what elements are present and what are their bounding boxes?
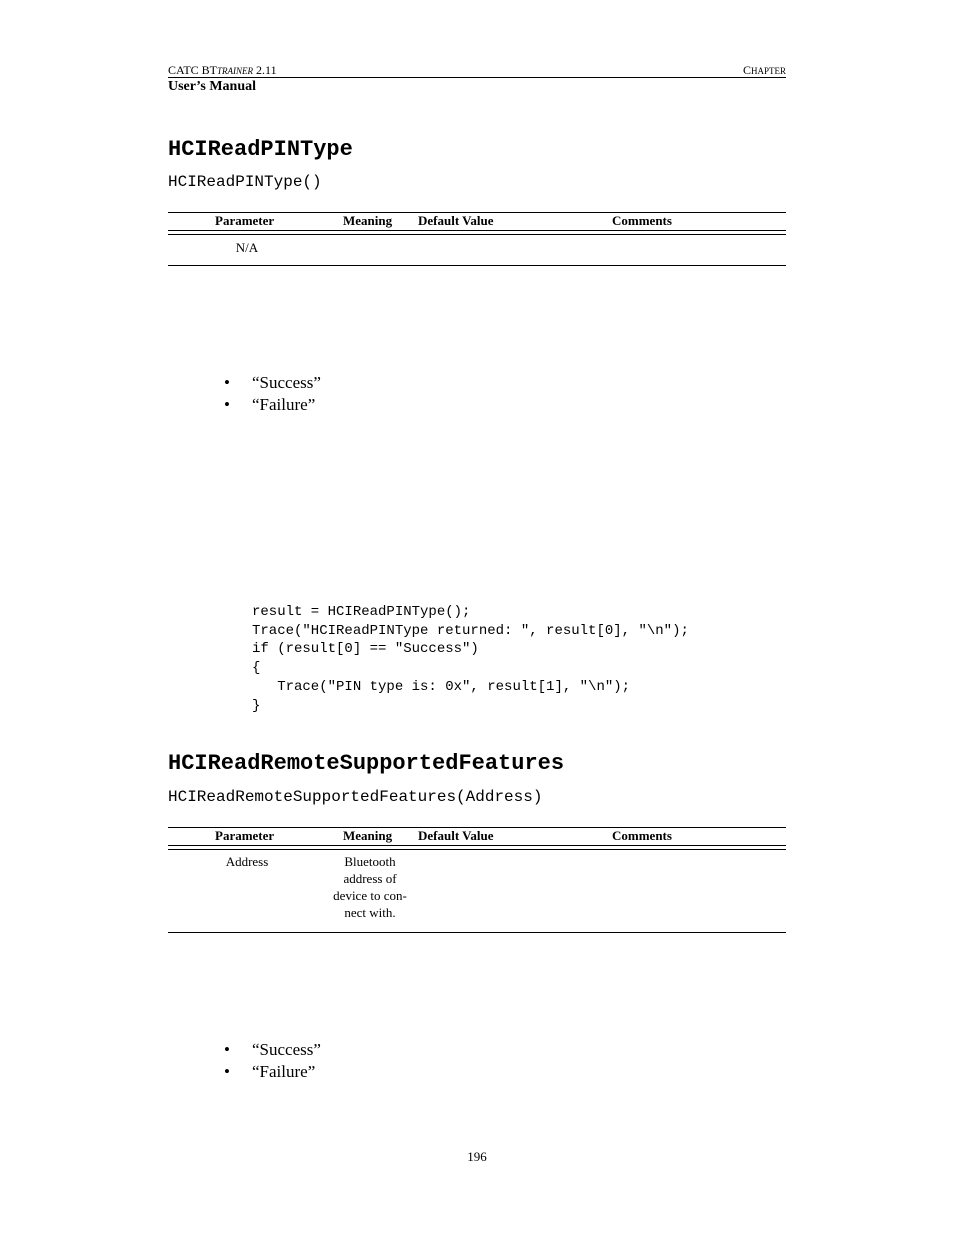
code-example: result = HCIReadPINType(); Trace("HCIReadPINType returned: ", result[0], "\n"); if (result[0] == "Success") { Trace("PIN type is: 0x", result[1], "\n"); }: [252, 604, 689, 714]
list-item: • “Success”: [224, 1040, 321, 1059]
running-header-left: [168, 63, 277, 78]
table-header-parameter: Parameter: [215, 828, 275, 843]
table-header-default: Default Value: [418, 828, 494, 843]
header-product-smallcaps: TRAINER: [217, 66, 254, 76]
header-product: CATC BT: [168, 63, 218, 77]
header-rule: [168, 77, 786, 78]
page-number: 196: [467, 1149, 487, 1164]
table-header-comments: Comments: [612, 213, 672, 228]
function-signature: HCIReadRemoteSupportedFeatures(Address): [168, 788, 543, 806]
table-header-meaning: Meaning: [343, 828, 393, 843]
header-chapter-initial: C: [742, 63, 751, 77]
table-rule-bottom: [168, 932, 786, 933]
parameter-table: [168, 212, 786, 266]
table-header-meaning: Meaning: [343, 213, 393, 228]
table-rule-double-2: [168, 849, 786, 850]
table-cell-parameter: N/A: [235, 240, 259, 255]
table-rule-bottom: [168, 265, 786, 266]
section-title: HCIReadRemoteSupportedFeatures: [168, 751, 565, 776]
table-cell-meaning: Bluetooth address of device to con- nect with.: [333, 854, 407, 920]
return-values-list: [224, 1039, 321, 1083]
list-item: • “Failure”: [224, 395, 316, 414]
list-item: • “Success”: [224, 373, 321, 392]
table-header-comments: Comments: [612, 828, 672, 843]
return-values-list: [224, 372, 321, 416]
list-item: • “Failure”: [224, 1062, 316, 1081]
table-header-default: Default Value: [418, 213, 494, 228]
table-rule-double-2: [168, 234, 786, 235]
table-rule-double-1: [168, 845, 786, 846]
header-version: 2.11: [253, 63, 277, 77]
table-cell-parameter: Address: [225, 854, 269, 869]
header-chapter-smallcaps: HAPTER: [750, 66, 786, 76]
header-subtitle: User’s Manual: [168, 79, 257, 94]
running-header-right: [743, 63, 786, 78]
table-rule-double-1: [168, 230, 786, 231]
function-signature: HCIReadPINType(): [168, 173, 322, 191]
parameter-table: [168, 827, 786, 933]
table-header-parameter: Parameter: [215, 213, 275, 228]
section-title: HCIReadPINType: [168, 137, 353, 162]
